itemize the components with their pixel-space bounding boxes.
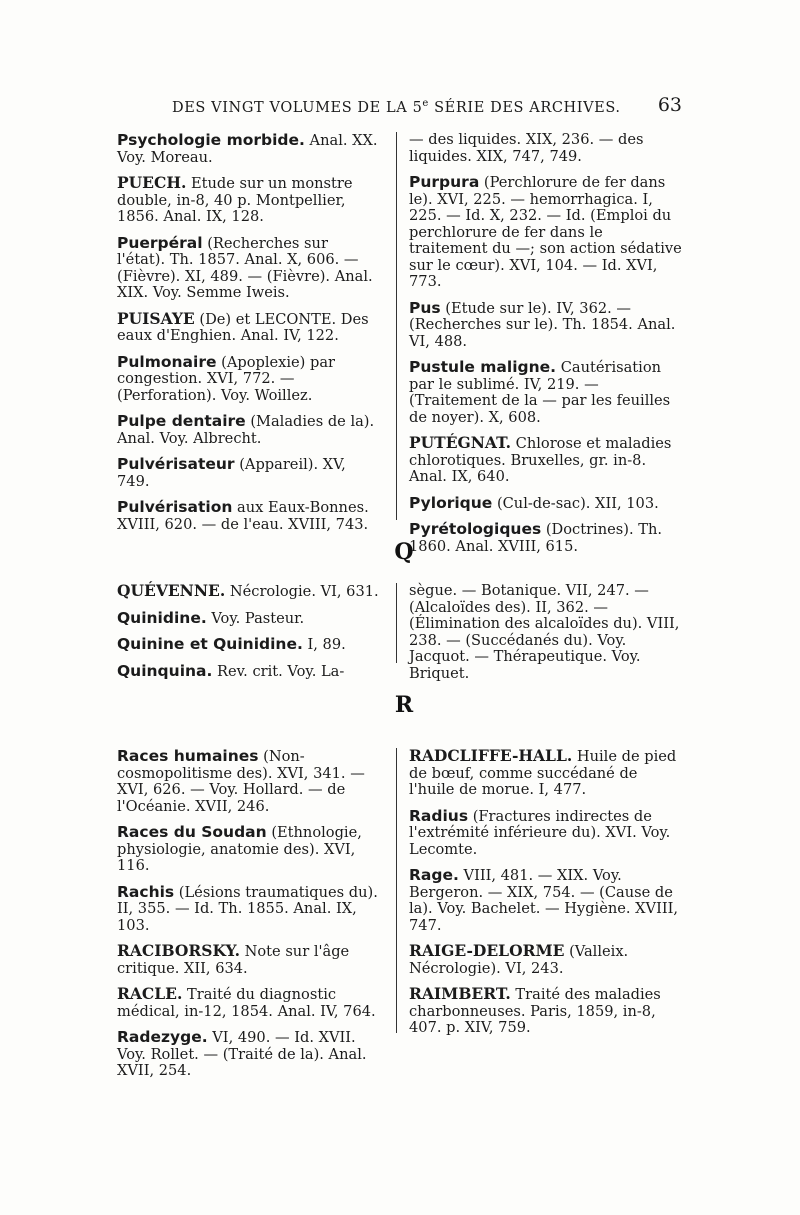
index-entry <box>409 300 684 351</box>
entry-headword: Pulvérisateur <box>117 455 235 473</box>
letter-q-heading: Q <box>394 539 414 565</box>
entry-headword: RADCLIFFE-HALL. <box>409 746 573 765</box>
entry-headword: Pulvérisation <box>117 498 233 516</box>
index-entry <box>117 884 379 935</box>
entry-text: VIII, 481. — XIX. Voy. Bergeron. — XIX, 754. — (Cause de la). Voy. Bachelet. — Hygiène. XVIII, 747. <box>409 867 679 934</box>
column-left <box>117 748 379 1089</box>
entry-text: I, 89. <box>302 636 346 653</box>
entry-text: — des liquides. XIX, 236. — des liquides. XIX, 747, 749. <box>409 131 644 165</box>
entry-text: (Etude sur le). IV, 362. — (Recherches sur le). Th. 1854. Anal. VI, 488. <box>409 299 676 350</box>
index-entry <box>117 1029 379 1080</box>
index-entry <box>117 413 379 447</box>
entry-headword: Races du Soudan <box>117 823 267 841</box>
section-p <box>117 131 684 555</box>
section-r <box>117 746 684 1079</box>
page-number: 63 <box>657 94 682 116</box>
entry-headword: Quinidine. <box>117 608 207 627</box>
entry-headword: Rage. <box>409 866 459 884</box>
entry-text: (Appareil). XV, 749. <box>117 456 346 490</box>
entry-headword: PUISAYE <box>117 308 195 328</box>
entry-headword: Pulmonaire <box>117 352 217 371</box>
entry-headword: Pyrétologiques <box>409 520 542 538</box>
entry-text: Note sur l'âge critique. XII, 634. <box>117 943 350 977</box>
column-left <box>117 583 379 689</box>
index-entry <box>117 235 379 302</box>
entry-text: (Non-cosmopolitisme des). XVI, 341. — XVI, 626. — Voy. Hollard. — de l'Océanie. XVII, 246. <box>117 748 365 815</box>
entry-headword: QUÉVENNE. <box>117 581 226 600</box>
column-left <box>117 132 379 542</box>
index-entry <box>409 495 684 513</box>
index-entry <box>117 499 379 533</box>
section-q <box>117 581 684 682</box>
index-entry <box>409 132 684 165</box>
index-entry <box>409 174 684 291</box>
entry-headword: RACLE. <box>117 984 183 1003</box>
entry-text: Voy. Pasteur. <box>206 609 305 627</box>
entry-headword: PUECH. <box>117 173 187 192</box>
index-entry <box>117 986 379 1020</box>
index-entry <box>117 943 379 977</box>
index-entry <box>117 175 379 226</box>
index-entry <box>117 308 379 345</box>
entry-text: (Maladies de la). Anal. Voy. Albrecht. <box>117 413 375 447</box>
index-entry <box>409 943 684 977</box>
entry-headword: Psychologie morbide. <box>117 131 305 149</box>
column-divider <box>396 132 397 520</box>
index-entry <box>117 636 379 654</box>
entry-text: Anal. XX. Voy. Moreau. <box>117 132 378 166</box>
entry-headword: Races humaines <box>117 747 259 765</box>
entry-headword: Puerpéral <box>117 233 203 252</box>
entry-text: (Recherches sur l'état). Th. 1857. Anal. X, 606. — (Fièvre). XI, 489. — (Fièvre). Anal. XIX. Voy. Semme Iweis. <box>117 234 373 301</box>
entry-headword: Quinine et Quinidine. <box>117 635 303 653</box>
entry-headword: Pylorique <box>409 493 493 512</box>
entry-headword: Radius <box>409 806 469 825</box>
entry-text: VI, 490. — Id. XVII. Voy. Rollet. — (Traité de la). Anal. XVII, 254. <box>117 1029 367 1079</box>
entry-text: (Doctrines). Th. 1860. Anal. XVIII, 615. <box>409 521 662 555</box>
entry-text: Chlorose et maladies chlorotiques. Bruxelles, gr. in-8. Anal. IX, 640. <box>409 435 672 485</box>
index-entry <box>409 867 684 934</box>
index-entry <box>117 456 379 490</box>
letter-r-heading: R <box>394 692 414 718</box>
entry-headword: Pustule maligne. <box>409 358 557 376</box>
entry-text: (Cul-de-sac). XII, 103. <box>492 494 659 512</box>
entry-text: (Apoplexie) par congestion. XVI, 772. — (Perforation). Voy. Woillez. <box>117 353 336 404</box>
index-entry <box>409 808 684 859</box>
entry-text: Traité du diagnostic médical, in-12, 1854. Anal. IV, 764. <box>117 986 376 1020</box>
index-entry <box>409 521 684 555</box>
index-entry <box>117 610 379 628</box>
index-entry <box>117 354 379 405</box>
entry-text: Huile de pied de bœuf, comme succédané de l'huile de morue. I, 477. <box>409 748 677 798</box>
index-entry <box>409 986 684 1037</box>
entry-text: (Fractures indirectes de l'extrémité inférieure du). XVI. Voy. Lecomte. <box>409 807 671 858</box>
entry-headword: Rachis <box>117 882 175 901</box>
column-right <box>409 748 684 1046</box>
index-entry <box>117 132 379 166</box>
entry-text: Etude sur un monstre double, in-8, 40 p. Montpellier, 1856. Anal. IX, 128. <box>117 175 353 225</box>
entry-text: (Lésions traumatiques du). II, 355. — Id. Th. 1855. Anal. IX, 103. <box>117 883 378 934</box>
entry-headword: Pus <box>409 298 441 317</box>
entry-headword: PUTÉGNAT. <box>409 433 512 452</box>
running-title: DES VINGT VOLUMES DE LA 5e SÉRIE DES ARCHIVES. <box>172 98 621 116</box>
entry-text: (Perchlorure de fer dans le). XVI, 225. — hemorrhagica. I, 225. — Id. X, 232. — Id. (Emploi du perchlorure de fer dans le traitement du —; son action sédative sur le cœur). XVI, 104. — Id. XVI, 773. <box>409 174 682 290</box>
index-entry <box>409 748 684 799</box>
running-header <box>172 94 682 116</box>
entry-headword: RACIBORSKY. <box>117 941 240 960</box>
entry-text: Cautérisation par le sublimé. IV, 219. — (Traitement de la — par les feuilles de noyer). X, 608. <box>409 359 671 426</box>
index-entry <box>409 359 684 426</box>
index-entry <box>409 435 684 486</box>
entry-headword: Purpura <box>409 173 480 191</box>
column-divider <box>396 583 397 663</box>
index-entry <box>117 824 379 875</box>
column-divider <box>396 748 397 1033</box>
index-entry <box>117 663 379 681</box>
entry-headword: Pulpe dentaire <box>117 412 246 430</box>
entry-text: Traité des maladies charbonneuses. Paris, 1859, in-8, 407. p. XIV, 759. <box>409 986 661 1036</box>
entry-text: sègue. — Botanique. VII, 247. — (Alcaloïdes des). II, 362. — (Élimination des alcaloïdes du). VIII, 238. — (Succédanés du). Voy. Jacquot. — Thérapeutique. Voy. Briquet. <box>409 582 680 682</box>
entry-headword: RAIGE-DELORME <box>409 941 565 960</box>
index-entry <box>409 583 684 682</box>
entry-text: Rev. crit. Voy. La- <box>212 662 345 680</box>
entry-text: Nécrologie. VI, 631. <box>225 583 379 600</box>
entry-text: (Ethnologie, physiologie, anatomie des). XVI, 116. <box>117 824 362 874</box>
entry-headword: Radezyge. <box>117 1028 208 1046</box>
index-entry <box>117 583 379 601</box>
entry-headword: RAIMBERT. <box>409 984 511 1003</box>
entry-text: aux Eaux-Bonnes. XVIII, 620. — de l'eau. XVIII, 743. <box>117 499 369 533</box>
column-right <box>409 583 684 691</box>
column-right <box>409 132 684 564</box>
entry-text: (De) et LECONTE. Des eaux d'Enghien. Anal. IV, 122. <box>117 310 369 344</box>
entry-headword: Quinquina. <box>117 661 213 680</box>
index-entry <box>117 748 379 815</box>
entry-text: (Valleix. Nécrologie). VI, 243. <box>409 943 629 977</box>
